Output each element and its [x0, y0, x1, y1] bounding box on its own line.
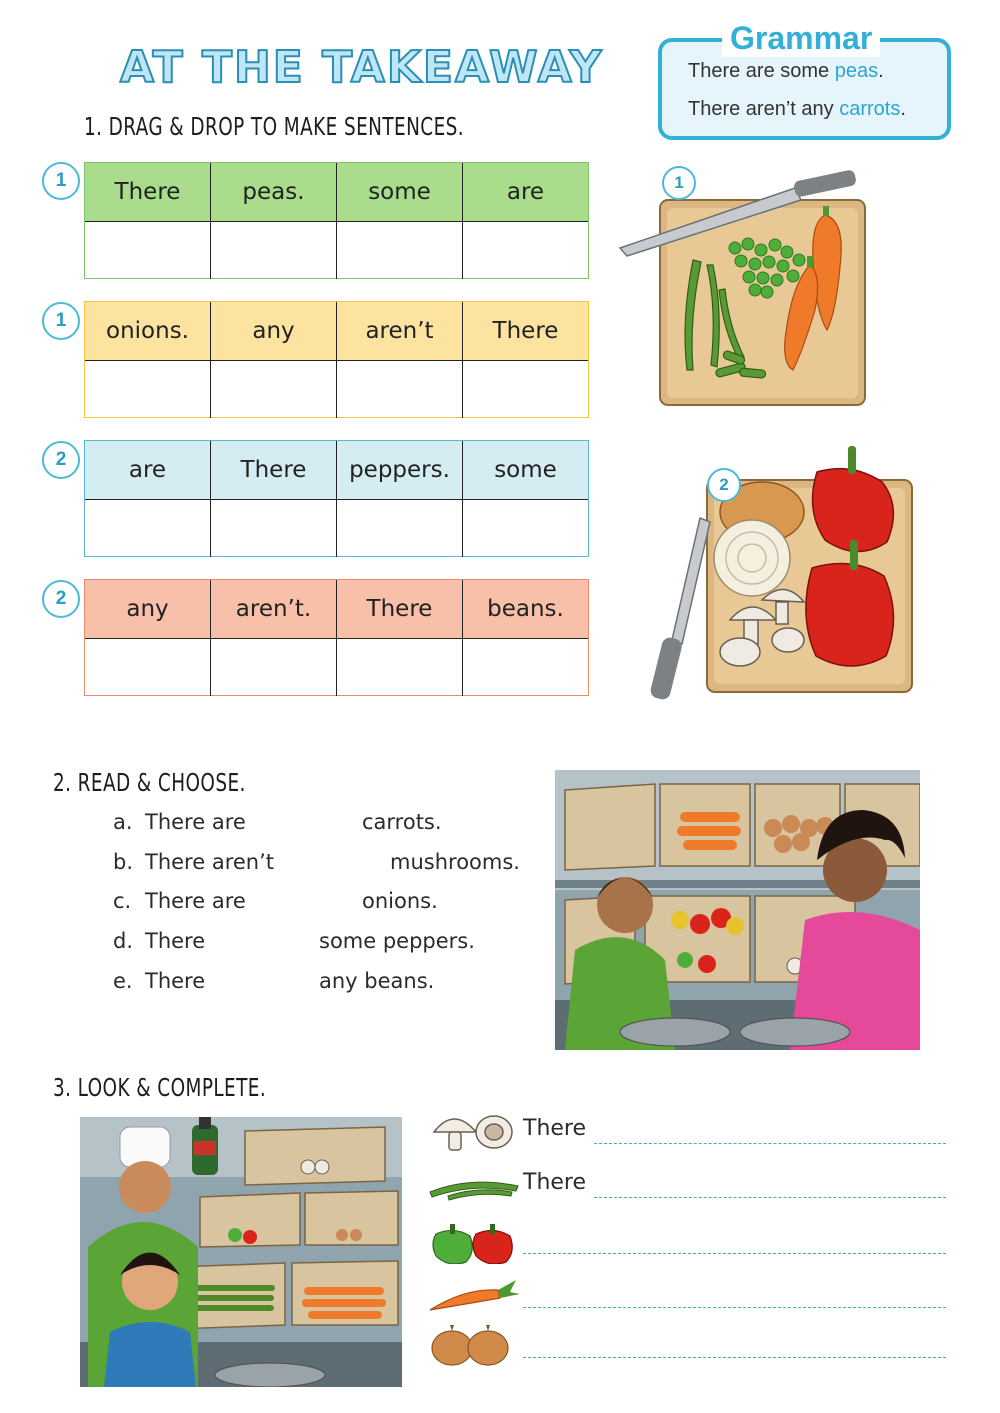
- choose-item-e-start: There: [145, 969, 206, 993]
- choose-item-c-start: There are: [145, 889, 246, 913]
- exercise1-heading: 1. DRAG & DROP TO MAKE SENTENCES.: [84, 112, 465, 141]
- drop-slot[interactable]: [85, 361, 210, 418]
- complete-row: [428, 1322, 948, 1368]
- choose-item-e-letter: e.: [113, 969, 133, 993]
- drop-slot[interactable]: [462, 639, 588, 696]
- mushroom-icon: [428, 1108, 520, 1154]
- choose-item-c-letter: c.: [113, 889, 132, 913]
- choose-item-c-end: onions.: [362, 889, 438, 913]
- table4-number: 2: [42, 580, 80, 618]
- sentence-table-2: [84, 301, 589, 418]
- word-tile[interactable]: peas.: [210, 163, 336, 221]
- choose-item-b-start: There aren’t: [145, 850, 275, 874]
- choose-item-b-end: mushrooms.: [390, 850, 520, 874]
- word-tile[interactable]: any: [126, 596, 169, 622]
- drop-slot[interactable]: [85, 500, 210, 557]
- word-tile[interactable]: There: [462, 302, 588, 360]
- word-tile[interactable]: beans.: [462, 580, 588, 638]
- exercise3-heading: 3. LOOK & COMPLETE.: [53, 1073, 267, 1102]
- complete-row: [428, 1218, 948, 1264]
- drop-slot[interactable]: [462, 500, 588, 557]
- page-title: AT THE TAKEAWAY: [120, 42, 604, 93]
- grammar-example-negative: There aren’t any carrots.: [688, 98, 906, 120]
- grammar-box: [658, 20, 951, 140]
- complete-row: [428, 1272, 948, 1318]
- complete-row-prefix: There: [523, 1116, 587, 1141]
- word-tile[interactable]: aren’t: [336, 302, 462, 360]
- sentence-table-1: [84, 162, 589, 279]
- drop-slot[interactable]: [462, 361, 588, 418]
- drop-slot[interactable]: [336, 361, 462, 418]
- choose-item-a-end: carrots.: [362, 810, 442, 834]
- word-tile[interactable]: There: [114, 179, 181, 205]
- choose-item-b-letter: b.: [113, 850, 134, 874]
- sentence-table-3: [84, 440, 589, 557]
- chef-shop-illustration: [80, 1117, 402, 1387]
- picture2-number: 2: [707, 468, 741, 502]
- onions-icon: [428, 1322, 520, 1368]
- choose-item-a-start: There are: [145, 810, 246, 834]
- word-row: [85, 163, 588, 221]
- word-row: [85, 441, 588, 499]
- drop-row: [85, 360, 588, 418]
- word-tile[interactable]: There: [210, 441, 336, 499]
- drop-row: [85, 221, 588, 279]
- word-row: [85, 302, 588, 360]
- drop-slot[interactable]: [210, 500, 336, 557]
- word-row: [85, 580, 588, 638]
- answer-line[interactable]: [523, 1307, 946, 1308]
- drop-slot[interactable]: [210, 639, 336, 696]
- green-beans-icon: [428, 1162, 520, 1208]
- sentence-table-4: [84, 579, 589, 696]
- table1-number: 1: [42, 162, 80, 200]
- choose-item-a-letter: a.: [113, 810, 133, 834]
- table2-number: 1: [42, 302, 80, 340]
- exercise2-heading: 2. READ & CHOOSE.: [53, 768, 246, 797]
- complete-row-prefix: There: [523, 1170, 587, 1195]
- drop-slot[interactable]: [336, 222, 462, 279]
- answer-line[interactable]: [594, 1197, 946, 1198]
- drop-slot[interactable]: [85, 222, 210, 279]
- choose-item-d-start: There: [145, 929, 206, 953]
- drop-slot[interactable]: [210, 361, 336, 418]
- drop-slot[interactable]: [462, 222, 588, 279]
- word-tile[interactable]: are: [462, 163, 588, 221]
- choose-item-d-end: some peppers.: [319, 929, 475, 953]
- cutting-board-peas-illustration: [615, 170, 875, 415]
- drop-slot[interactable]: [336, 500, 462, 557]
- grammar-heading: Grammar: [722, 20, 880, 57]
- table3-number: 2: [42, 441, 80, 479]
- word-tile[interactable]: some: [462, 441, 588, 499]
- complete-row: [428, 1108, 948, 1154]
- choose-item-e-end: any beans.: [319, 969, 435, 993]
- drop-row: [85, 499, 588, 557]
- drop-slot[interactable]: [336, 639, 462, 696]
- word-tile[interactable]: some: [336, 163, 462, 221]
- drop-row: [85, 638, 588, 696]
- shop-shelves-illustration: [555, 770, 920, 1050]
- word-tile[interactable]: are: [128, 457, 167, 483]
- carrot-icon: [428, 1272, 520, 1318]
- grammar-example-positive: There are some peas.: [688, 60, 884, 82]
- peppers-icon: [428, 1218, 520, 1264]
- drop-slot[interactable]: [210, 222, 336, 279]
- choose-item-d-letter: d.: [113, 929, 134, 953]
- word-tile[interactable]: aren’t.: [210, 580, 336, 638]
- word-tile[interactable]: any: [210, 302, 336, 360]
- word-tile[interactable]: onions.: [106, 318, 189, 344]
- word-tile[interactable]: There: [336, 580, 462, 638]
- answer-line[interactable]: [594, 1143, 946, 1144]
- answer-line[interactable]: [523, 1253, 946, 1254]
- cutting-board-peppers-illustration: [612, 440, 917, 700]
- answer-line[interactable]: [523, 1357, 946, 1358]
- drop-slot[interactable]: [85, 639, 210, 696]
- word-tile[interactable]: peppers.: [336, 441, 462, 499]
- picture1-number: 1: [662, 166, 696, 200]
- complete-row: [428, 1162, 948, 1208]
